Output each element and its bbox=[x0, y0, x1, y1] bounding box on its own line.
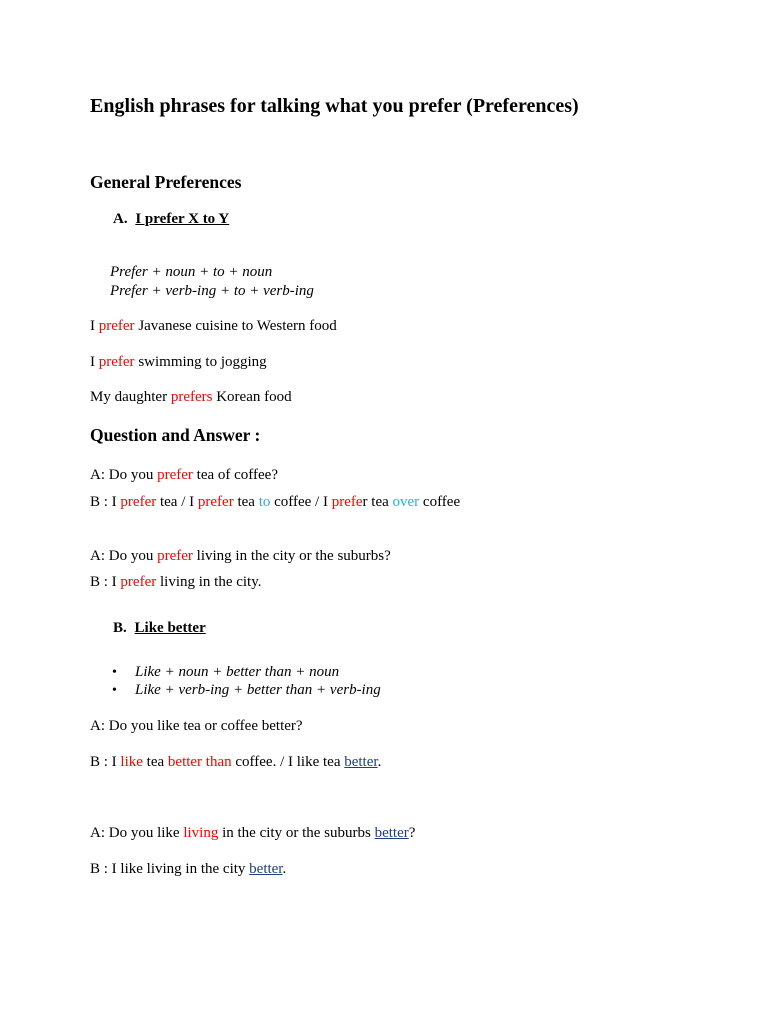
text: B : I bbox=[90, 494, 121, 510]
text: coffee / I bbox=[270, 494, 332, 510]
text: I bbox=[90, 354, 99, 370]
subheading-b-label: Like better bbox=[134, 620, 206, 636]
subheading-a bbox=[113, 210, 229, 228]
section-heading-qa: Question and Answer : bbox=[90, 425, 261, 445]
text: I bbox=[90, 318, 99, 334]
text: B : I bbox=[90, 754, 121, 770]
link-better[interactable]: better bbox=[249, 861, 283, 877]
link-better[interactable]: better bbox=[374, 825, 409, 841]
question-4 bbox=[90, 824, 415, 842]
answer-2 bbox=[90, 573, 262, 591]
text: coffee bbox=[419, 494, 461, 510]
highlight-prefer: prefer bbox=[157, 467, 193, 483]
text: A: Do you bbox=[90, 548, 158, 564]
text: Javanese cuisine to Western food bbox=[134, 318, 337, 334]
text: . bbox=[282, 861, 287, 877]
text: . bbox=[377, 754, 382, 770]
link-better[interactable]: better bbox=[344, 754, 378, 770]
text: living in the city or the suburbs? bbox=[192, 548, 391, 564]
bullet-formula-2: Like + verb-ing + better than + verb-ing bbox=[135, 682, 381, 698]
text: tea / I bbox=[156, 494, 198, 510]
section-heading-general: General Preferences bbox=[90, 172, 242, 192]
subheading-a-label: I prefer X to Y bbox=[135, 211, 230, 227]
bullet-1: • bbox=[112, 665, 117, 680]
text: Korean food bbox=[212, 389, 292, 405]
text: A: Do you like bbox=[90, 825, 184, 841]
text: ? bbox=[408, 825, 416, 841]
highlight-to: to bbox=[258, 494, 271, 510]
text: B : I like living in the city bbox=[90, 861, 250, 877]
page-title: English phrases for talking what you prefer (Preferences) bbox=[90, 95, 579, 117]
highlight-prefer: prefer bbox=[98, 318, 135, 334]
formula-line-1: Prefer + noun + to + noun bbox=[110, 264, 273, 280]
question-1 bbox=[90, 466, 278, 484]
example-sentence-3 bbox=[90, 388, 292, 406]
subheading-b bbox=[113, 619, 206, 637]
highlight-prefer: prefer bbox=[120, 574, 157, 590]
subheading-a-letter: A. bbox=[113, 211, 128, 227]
highlight-prefer: prefer bbox=[157, 548, 193, 564]
text: tea of coffee? bbox=[192, 467, 278, 483]
text: in the city or the suburbs bbox=[218, 825, 375, 841]
highlight-living: living bbox=[183, 825, 219, 841]
example-sentence-1 bbox=[90, 317, 337, 335]
answer-1 bbox=[90, 493, 460, 511]
text: swimming to jogging bbox=[134, 354, 267, 370]
highlight-over: over bbox=[392, 494, 420, 510]
highlight-prefers: prefers bbox=[170, 389, 213, 405]
question-3: A: Do you like tea or coffee better? bbox=[90, 718, 303, 734]
text: r tea bbox=[362, 494, 393, 510]
highlight-prefe: prefe bbox=[331, 494, 363, 510]
highlight-prefer: prefer bbox=[98, 354, 135, 370]
highlight-prefer: prefer bbox=[120, 494, 157, 510]
text: My daughter bbox=[90, 389, 171, 405]
text: coffee. / I like tea bbox=[231, 754, 345, 770]
text: living in the city. bbox=[156, 574, 262, 590]
question-2 bbox=[90, 547, 391, 565]
bullet-formula-1: Like + noun + better than + noun bbox=[135, 664, 340, 680]
highlight-better-than: better than bbox=[167, 754, 232, 770]
bullet-2: • bbox=[112, 683, 117, 698]
text: tea bbox=[233, 494, 259, 510]
highlight-prefer: prefer bbox=[197, 494, 234, 510]
answer-4 bbox=[90, 860, 286, 878]
text: tea bbox=[142, 754, 168, 770]
highlight-like: like bbox=[120, 754, 143, 770]
text: A: Do you bbox=[90, 467, 158, 483]
text: B : I bbox=[90, 574, 121, 590]
formula-line-2: Prefer + verb-ing + to + verb-ing bbox=[110, 283, 314, 299]
subheading-b-letter: B. bbox=[113, 620, 127, 636]
answer-3 bbox=[90, 753, 381, 771]
example-sentence-2 bbox=[90, 353, 267, 371]
